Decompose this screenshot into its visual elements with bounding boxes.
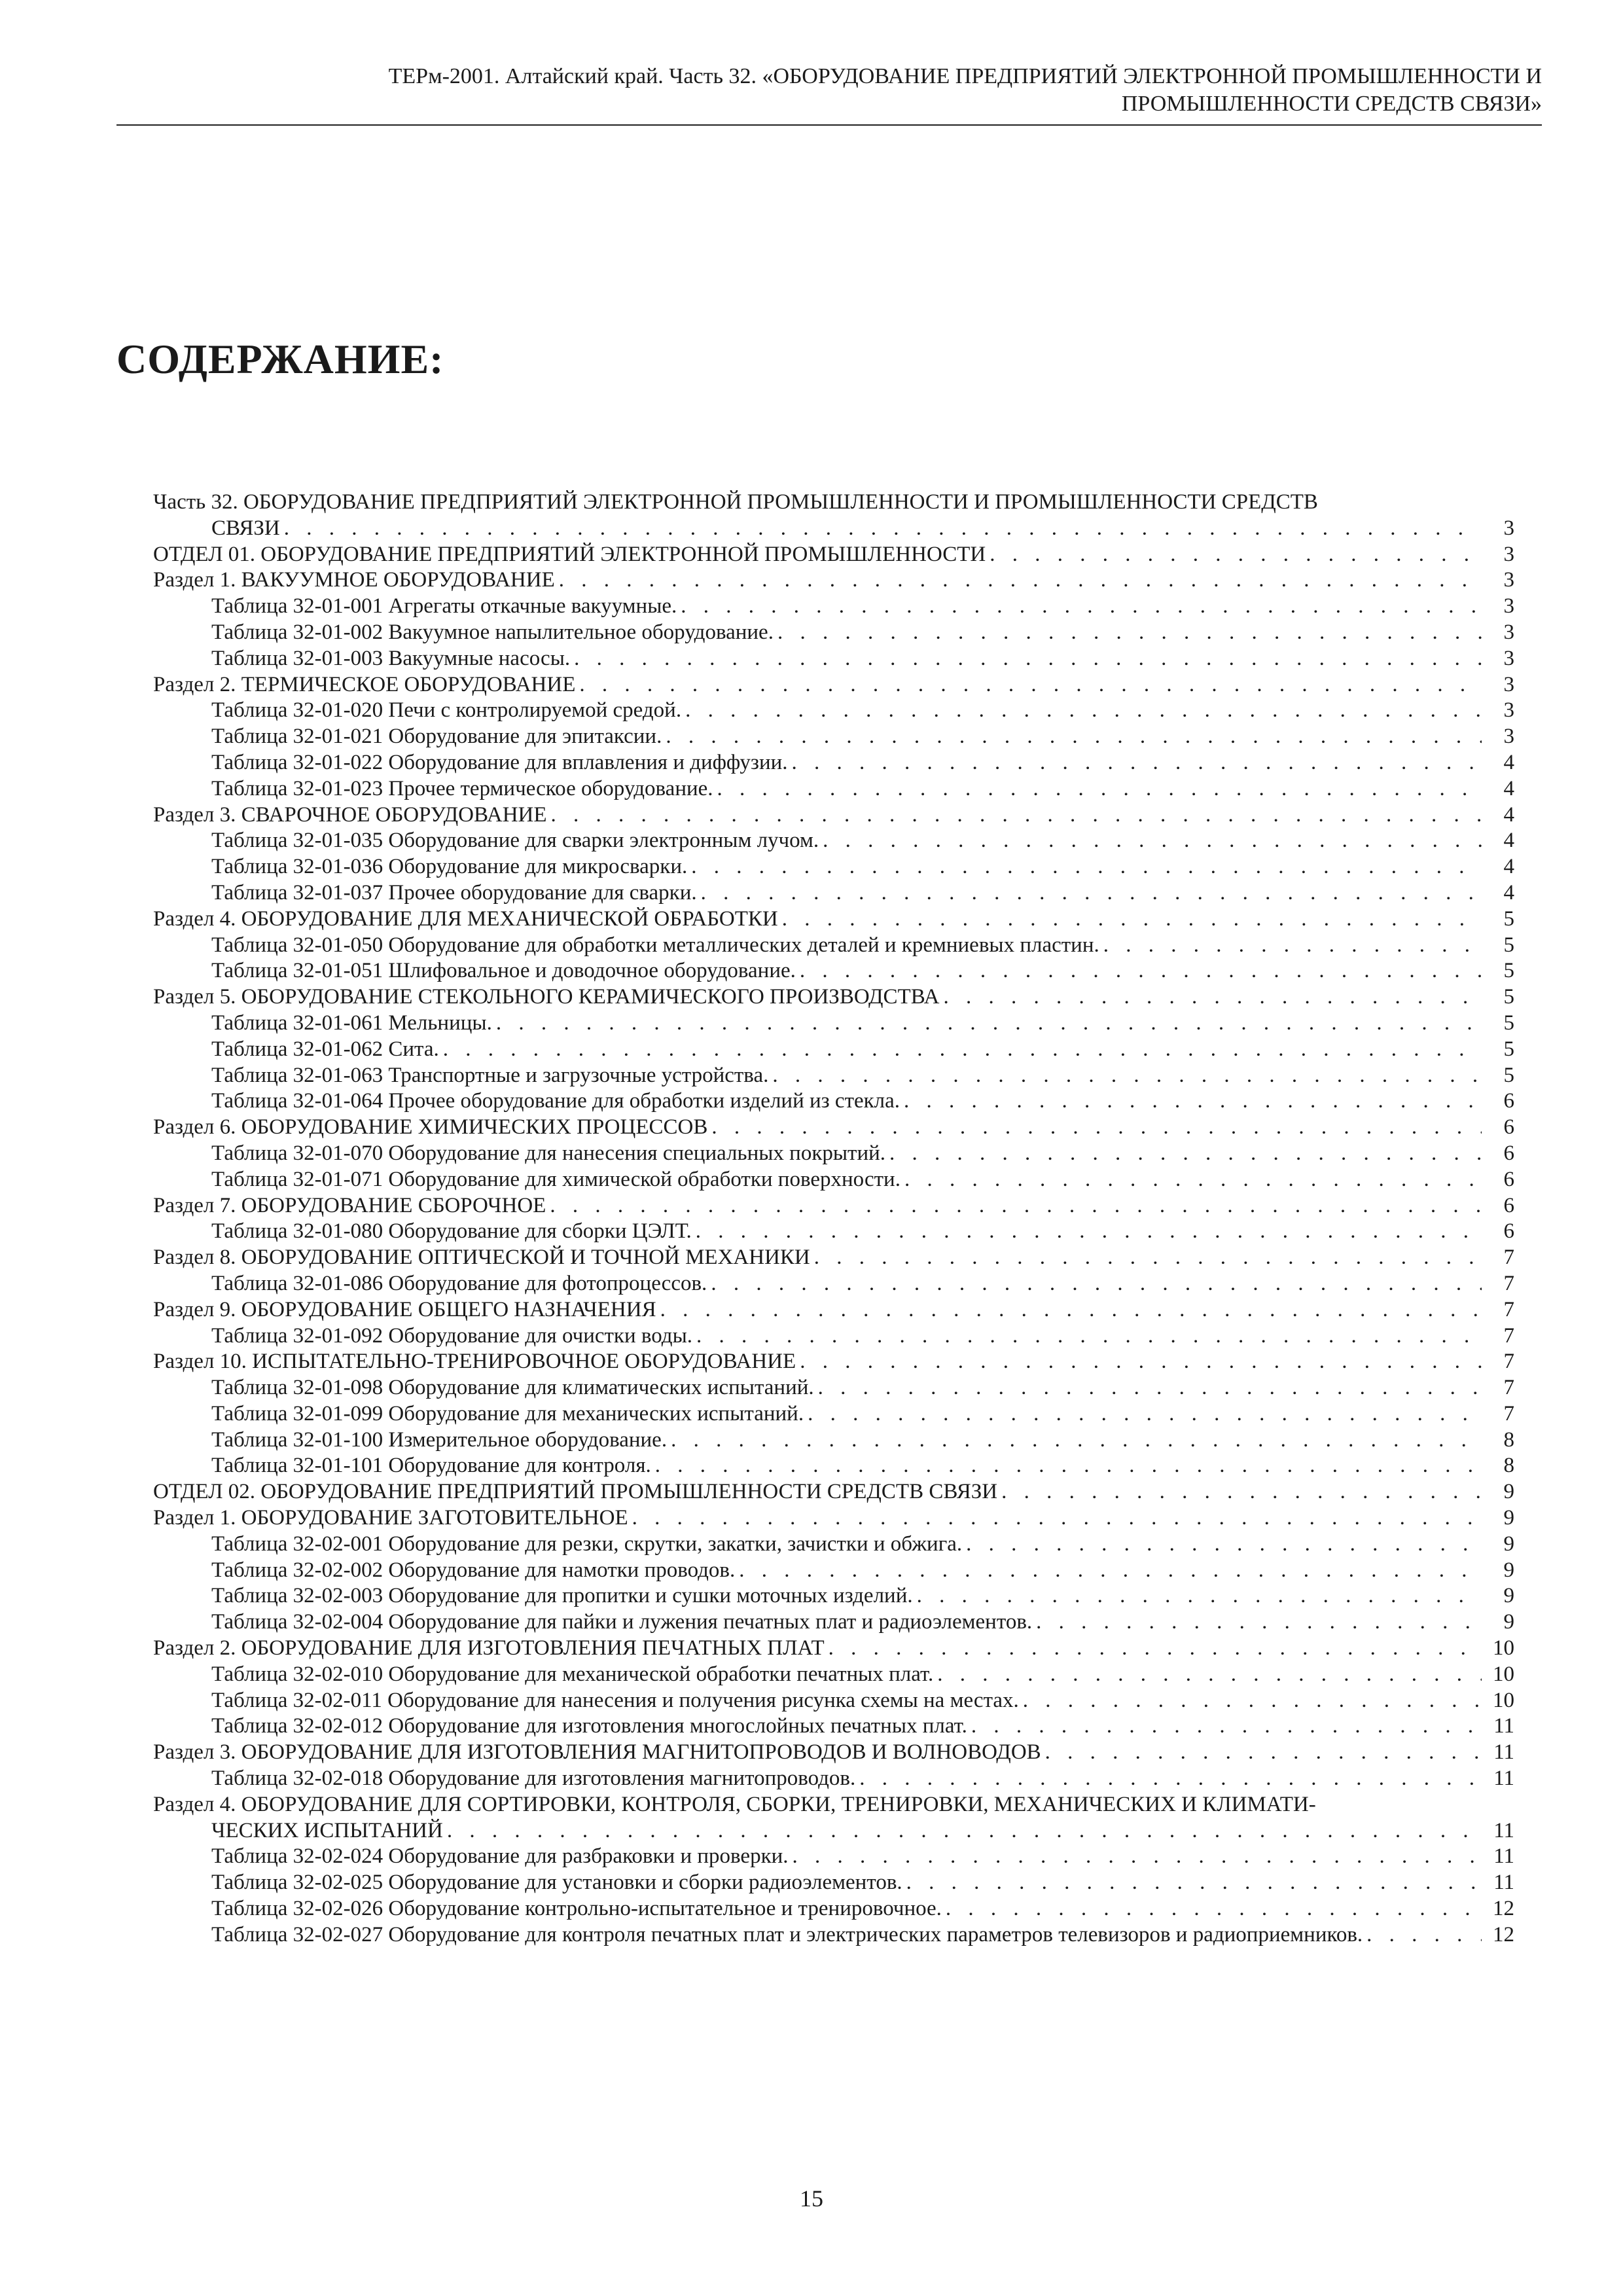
toc-page-number: 11 — [1493, 1818, 1514, 1842]
toc-entry-title: Таблица 32-01-061 Мельницы. — [211, 1011, 492, 1035]
toc-entry[interactable] — [153, 672, 1514, 698]
dot-leader — [962, 1532, 1482, 1558]
toc-entry[interactable] — [153, 1297, 1514, 1323]
toc-entry[interactable] — [153, 1479, 1514, 1505]
toc-entry-title: Таблица 32-01-036 Оборудование для микросварки. — [211, 855, 688, 879]
toc-page-number: 5 — [1503, 1011, 1514, 1035]
dot-leader — [443, 1818, 1482, 1844]
toc-entry-title: Раздел 5. ОБОРУДОВАНИЕ СТЕКОЛЬНОГО КЕРАМИЧЕСКОГО ПРОИЗВОДСТВА — [153, 985, 940, 1009]
toc-entry[interactable] — [153, 1063, 1514, 1089]
toc-entry[interactable] — [153, 1167, 1514, 1193]
toc-entry[interactable] — [153, 594, 1514, 620]
dot-leader — [967, 1713, 1482, 1740]
dot-leader — [789, 1844, 1482, 1870]
toc-entry[interactable] — [153, 567, 1514, 594]
toc-entry[interactable] — [153, 776, 1514, 802]
toc-entry[interactable] — [153, 1922, 1514, 1948]
dot-leader — [933, 1662, 1482, 1688]
toc-entry[interactable] — [153, 880, 1514, 906]
toc-page-number: 7 — [1503, 1297, 1514, 1321]
toc-page-number: 4 — [1503, 880, 1514, 905]
toc-page-number: 11 — [1493, 1740, 1514, 1765]
dot-leader — [774, 620, 1482, 646]
toc-page-number: 6 — [1503, 1193, 1514, 1217]
dot-leader — [942, 1896, 1482, 1922]
toc-entry[interactable] — [153, 542, 1514, 568]
toc-entry-title: Таблица 32-02-025 Оборудование для установки и сборки радиоэлементов. — [211, 1871, 902, 1895]
toc-page-number: 9 — [1503, 1610, 1514, 1634]
toc-entry-title: ОТДЕЛ 01. ОБОРУДОВАНИЕ ПРЕДПРИЯТИЙ ЭЛЕКТРОННОЙ ПРОМЫШЛЕННОСТИ — [153, 542, 986, 566]
toc-page-number: 9 — [1503, 1558, 1514, 1582]
toc-entry[interactable] — [153, 750, 1514, 776]
toc-entry[interactable] — [153, 1636, 1514, 1662]
toc-page-number: 7 — [1503, 1401, 1514, 1426]
toc-page-number: 8 — [1503, 1427, 1514, 1452]
dot-leader — [913, 1583, 1482, 1609]
toc-entry-title: Таблица 32-02-027 Оборудование для контроля печатных плат и электрических параметров телевизоров и радиоприемников. — [211, 1922, 1363, 1946]
toc-entry-title: Таблица 32-01-020 Печи с контролируемой средой. — [211, 698, 682, 723]
dot-leader — [902, 1870, 1482, 1896]
toc-entry[interactable] — [153, 1713, 1514, 1740]
toc-page-number: 9 — [1503, 1532, 1514, 1556]
toc-entry-title: Раздел 3. СВАРОЧНОЕ ОБОРУДОВАНИЕ — [153, 802, 547, 827]
toc-entry[interactable] — [153, 1375, 1514, 1401]
toc-entry[interactable] — [153, 906, 1514, 933]
toc-entry-title: Таблица 32-01-001 Агрегаты откачные вакуумные. — [211, 594, 677, 619]
toc-page-number: 7 — [1503, 1271, 1514, 1295]
dot-leader — [939, 984, 1482, 1011]
toc-page-number: 10 — [1493, 1636, 1514, 1660]
toc-page-number: 7 — [1503, 1350, 1514, 1374]
toc-page-number: 6 — [1503, 1089, 1514, 1113]
dot-leader — [1041, 1740, 1482, 1766]
toc-entry-title: Таблица 32-01-035 Оборудование для сварки электронным лучом. — [211, 829, 819, 853]
toc-entry-title: Таблица 32-02-012 Оборудование для изготовления многослойных печатных плат. — [211, 1714, 967, 1738]
dot-leader — [804, 1401, 1482, 1427]
toc-page-number: 5 — [1503, 1063, 1514, 1087]
toc-page-number: 9 — [1503, 1506, 1514, 1530]
toc-page-number: 8 — [1503, 1454, 1514, 1478]
dot-leader — [667, 1427, 1482, 1454]
toc-page-number: 3 — [1503, 568, 1514, 592]
toc-entry[interactable] — [153, 1323, 1514, 1350]
dot-leader — [651, 1453, 1482, 1479]
dot-leader — [439, 1037, 1482, 1063]
toc-entry-title: Таблица 32-02-002 Оборудование для намотки проводов. — [211, 1558, 736, 1582]
toc-page-number: 3 — [1503, 620, 1514, 644]
dot-leader — [796, 1349, 1482, 1375]
toc-entry-title: Таблица 32-01-003 Вакуумные насосы. — [211, 646, 571, 670]
toc-entry-title: Раздел 10. ИСПЫТАТЕЛЬНО-ТРЕНИРОВОЧНОЕ ОБОРУДОВАНИЕ — [153, 1350, 796, 1374]
toc-page-number: 3 — [1503, 646, 1514, 670]
dot-leader — [819, 828, 1482, 854]
toc-entry[interactable] — [153, 1792, 1514, 1844]
dot-leader — [692, 1323, 1482, 1350]
dot-leader — [1032, 1609, 1482, 1636]
dot-leader — [692, 1219, 1482, 1245]
toc-entry[interactable] — [153, 1583, 1514, 1609]
toc-entry-title: Таблица 32-02-011 Оборудование для нанесения и получения рисунка схемы на местах. — [211, 1688, 1019, 1712]
toc-entry[interactable] — [153, 828, 1514, 854]
dot-leader — [855, 1766, 1482, 1792]
dot-leader — [1019, 1688, 1482, 1714]
toc-entry[interactable] — [153, 698, 1514, 724]
toc-entry-title: Раздел 6. ОБОРУДОВАНИЕ ХИМИЧЕСКИХ ПРОЦЕССОВ — [153, 1115, 708, 1139]
toc-entry[interactable] — [153, 1193, 1514, 1219]
toc-entry-title: Таблица 32-01-037 Прочее оборудование для сварки. — [211, 880, 697, 905]
dot-leader — [885, 1141, 1482, 1167]
toc-entry-title: Таблица 32-02-003 Оборудование для пропитки и сушки моточных изделий. — [211, 1584, 913, 1608]
toc-entry-title: Таблица 32-01-070 Оборудование для нанесения специальных покрытий. — [211, 1141, 886, 1165]
toc-entry-title: Таблица 32-01-021 Оборудование для эпитаксии. — [211, 725, 662, 749]
dot-leader — [628, 1505, 1482, 1532]
toc-page-number: 5 — [1503, 933, 1514, 957]
header-line-2: ПРОМЫШЛЕННОСТИ СРЕДСТВ СВЯЗИ» — [1121, 92, 1542, 116]
toc-page-number: 11 — [1493, 1767, 1514, 1791]
dot-leader — [1099, 933, 1482, 959]
toc-page-number: 3 — [1503, 725, 1514, 749]
toc-page-number: 9 — [1503, 1480, 1514, 1504]
dot-leader — [814, 1375, 1482, 1401]
toc-entry-title: Таблица 32-01-050 Оборудование для обработки металлических деталей и кремниевых пластин. — [211, 933, 1099, 957]
toc-page-number: 3 — [1503, 542, 1514, 566]
toc-entry[interactable] — [153, 620, 1514, 646]
toc-entry-title: Раздел 3. ОБОРУДОВАНИЕ ДЛЯ ИЗГОТОВЛЕНИЯ МАГНИТОПРОВОДОВ И ВОЛНОВОДОВ — [153, 1740, 1041, 1765]
toc-entry[interactable] — [153, 1844, 1514, 1870]
dot-leader — [900, 1088, 1482, 1115]
dot-leader — [707, 1271, 1482, 1297]
toc-entry-title: Таблица 32-02-018 Оборудование для изготовления магнитопроводов. — [211, 1767, 856, 1791]
toc-page-number: 11 — [1493, 1871, 1514, 1895]
toc-entry-title: Раздел 8. ОБОРУДОВАНИЕ ОПТИЧЕСКОЙ И ТОЧНОЙ МЕХАНИКИ — [153, 1246, 810, 1270]
toc-entry[interactable] — [153, 1766, 1514, 1792]
toc-entry-title: ОТДЕЛ 02. ОБОРУДОВАНИЕ ПРЕДПРИЯТИЙ ПРОМЫШЛЕННОСТИ СРЕДСТВ СВЯЗИ — [153, 1480, 998, 1504]
toc-entry[interactable] — [153, 1453, 1514, 1479]
toc-page-number: 11 — [1493, 1714, 1514, 1738]
dot-leader — [492, 1011, 1482, 1037]
toc-entry-title: Таблица 32-01-092 Оборудование для очистки воды. — [211, 1323, 692, 1348]
toc-entry[interactable] — [153, 1245, 1514, 1271]
toc-page-number: 7 — [1503, 1323, 1514, 1348]
toc-entry-title: Таблица 32-02-001 Оборудование для резки, скрутки, закатки, зачистки и обжига. — [211, 1532, 963, 1556]
toc-entry-title: Таблица 32-01-051 Шлифовальное и доводочное оборудование. — [211, 959, 796, 983]
toc-page-number: 6 — [1503, 1115, 1514, 1139]
toc-entry[interactable] — [153, 933, 1514, 959]
dot-leader — [707, 1115, 1482, 1141]
toc-entry[interactable] — [153, 646, 1514, 672]
dot-leader — [825, 1636, 1482, 1662]
dot-leader — [697, 880, 1482, 906]
toc-entry[interactable] — [153, 1870, 1514, 1896]
toc-entry[interactable] — [153, 1115, 1514, 1141]
toc-entry[interactable] — [153, 1532, 1514, 1558]
toc-page-number: 12 — [1493, 1922, 1514, 1946]
toc-page-number: 4 — [1503, 829, 1514, 853]
toc-page-number: 5 — [1503, 906, 1514, 931]
toc-entry[interactable] — [153, 1088, 1514, 1115]
toc-entry-title: Часть 32. ОБОРУДОВАНИЕ ПРЕДПРИЯТИЙ ЭЛЕКТРОННОЙ ПРОМЫШЛЕННОСТИ И ПРОМЫШЛЕННОСТИ СРЕДСТВ — [153, 490, 1318, 514]
toc-entry[interactable] — [153, 1740, 1514, 1766]
toc-entry[interactable] — [153, 1011, 1514, 1037]
toc-page-number: 6 — [1503, 1141, 1514, 1165]
toc-page-number: 5 — [1503, 985, 1514, 1009]
dot-leader — [570, 646, 1482, 672]
toc-entry-title-continuation: ЧЕСКИХ ИСПЫТАНИЙ — [211, 1818, 443, 1842]
toc-page-number: 9 — [1503, 1584, 1514, 1608]
toc-entry[interactable] — [153, 1558, 1514, 1584]
toc-page-number: 3 — [1503, 594, 1514, 619]
toc-entry[interactable] — [153, 1401, 1514, 1427]
toc-page-number: 4 — [1503, 750, 1514, 774]
toc-entry[interactable] — [153, 1349, 1514, 1375]
toc-entry[interactable] — [153, 958, 1514, 984]
table-of-contents — [153, 490, 1514, 1948]
toc-entry[interactable] — [153, 854, 1514, 880]
toc-page-number: 7 — [1503, 1376, 1514, 1400]
toc-page-number: 5 — [1503, 959, 1514, 983]
dot-leader — [778, 906, 1482, 933]
dot-leader — [713, 776, 1482, 802]
toc-entry-title: Таблица 32-01-080 Оборудование для сборки ЦЭЛТ. — [211, 1219, 692, 1244]
dot-leader — [788, 750, 1482, 776]
toc-page-number: 6 — [1503, 1167, 1514, 1191]
toc-entry-title: Раздел 1. ВАКУУМНОЕ ОБОРУДОВАНИЕ — [153, 568, 555, 592]
toc-entry-title: Раздел 2. ТЕРМИЧЕСКОЕ ОБОРУДОВАНИЕ — [153, 672, 576, 696]
toc-page-number: 4 — [1503, 855, 1514, 879]
toc-entry[interactable] — [153, 1037, 1514, 1063]
dot-leader — [677, 594, 1482, 620]
toc-entry-title: Таблица 32-01-101 Оборудование для контроля. — [211, 1454, 651, 1478]
toc-page-number: 7 — [1503, 1246, 1514, 1270]
toc-entry[interactable] — [153, 1662, 1514, 1688]
toc-entry-title: Таблица 32-01-002 Вакуумное напылительное оборудование. — [211, 620, 774, 644]
dot-leader — [681, 698, 1482, 724]
dot-leader — [735, 1558, 1482, 1584]
toc-entry-title: Таблица 32-01-022 Оборудование для вплавления и диффузии. — [211, 750, 788, 774]
header-line-1: ТЕРм-2001. Алтайский край. Часть 32. «ОБОРУДОВАНИЕ ПРЕДПРИЯТИЙ ЭЛЕКТРОННОЙ ПРОМЫШЛЕННОСТИ И — [388, 64, 1542, 88]
toc-entry[interactable] — [153, 1688, 1514, 1714]
toc-entry-title: Таблица 32-01-063 Транспортные и загрузочные устройства. — [211, 1063, 769, 1087]
dot-leader — [768, 1063, 1482, 1089]
toc-entry-title: Таблица 32-01-099 Оборудование для механических испытаний. — [211, 1401, 804, 1426]
dot-leader — [997, 1479, 1482, 1505]
toc-entry[interactable] — [153, 802, 1514, 829]
toc-entry[interactable] — [153, 1896, 1514, 1922]
toc-entry[interactable] — [153, 1271, 1514, 1297]
toc-entry-title: Раздел 4. ОБОРУДОВАНИЕ ДЛЯ СОРТИРОВКИ, КОНТРОЛЯ, СБОРКИ, ТРЕНИРОВКИ, МЕХАНИЧЕСКИХ И КЛИМАТИ- — [153, 1792, 1316, 1816]
toc-entry-title: Таблица 32-01-064 Прочее оборудование для обработки изделий из стекла. — [211, 1089, 901, 1113]
toc-entry[interactable] — [153, 1505, 1514, 1532]
toc-entry-title: Раздел 1. ОБОРУДОВАНИЕ ЗАГОТОВИТЕЛЬНОЕ — [153, 1506, 628, 1530]
dot-leader — [280, 516, 1482, 542]
toc-entry-title: Раздел 4. ОБОРУДОВАНИЕ ДЛЯ МЕХАНИЧЕСКОЙ ОБРАБОТКИ — [153, 906, 778, 931]
toc-page-number: 10 — [1493, 1662, 1514, 1686]
toc-entry-title: Таблица 32-02-010 Оборудование для механической обработки печатных плат. — [211, 1662, 934, 1686]
toc-entry[interactable] — [153, 490, 1514, 542]
toc-entry[interactable] — [153, 1609, 1514, 1636]
toc-entry-title: Таблица 32-02-026 Оборудование контрольно-испытательное и тренировочное. — [211, 1897, 942, 1921]
toc-page-number: 4 — [1503, 802, 1514, 827]
toc-entry-title: Таблица 32-02-024 Оборудование для разбраковки и проверки. — [211, 1844, 789, 1869]
dot-leader — [810, 1245, 1482, 1271]
page-title: СОДЕРЖАНИЕ: — [116, 336, 444, 382]
running-header — [116, 63, 1542, 126]
dot-leader — [546, 1193, 1482, 1219]
dot-leader — [555, 567, 1482, 594]
toc-page-number: 3 — [1503, 672, 1514, 696]
dot-leader — [901, 1167, 1482, 1193]
toc-entry-title: Таблица 32-01-098 Оборудование для климатических испытаний. — [211, 1376, 814, 1400]
toc-entry-title: Таблица 32-01-071 Оборудование для химической обработки поверхности. — [211, 1167, 901, 1191]
toc-entry-title: Таблица 32-01-023 Прочее термическое оборудование. — [211, 776, 713, 800]
toc-entry-title: Таблица 32-01-100 Измерительное оборудование. — [211, 1427, 668, 1452]
toc-entry-title: Раздел 9. ОБОРУДОВАНИЕ ОБЩЕГО НАЗНАЧЕНИЯ — [153, 1297, 656, 1321]
toc-entry[interactable] — [153, 984, 1514, 1011]
toc-entry-title: Раздел 7. ОБОРУДОВАНИЕ СБОРОЧНОЕ — [153, 1193, 546, 1217]
toc-entry-title: Таблица 32-01-086 Оборудование для фотопроцессов. — [211, 1271, 707, 1295]
toc-page-number: 3 — [1503, 698, 1514, 723]
dot-leader — [687, 854, 1482, 880]
toc-entry-title-continuation: СВЯЗИ — [211, 516, 280, 540]
page-number: 15 — [800, 2185, 823, 2212]
dot-leader — [662, 724, 1482, 750]
toc-page-number: 12 — [1493, 1897, 1514, 1921]
toc-page-number: 5 — [1503, 1037, 1514, 1061]
toc-entry[interactable] — [153, 1219, 1514, 1245]
toc-entry-title: Раздел 2. ОБОРУДОВАНИЕ ДЛЯ ИЗГОТОВЛЕНИЯ ПЕЧАТНЫХ ПЛАТ — [153, 1636, 825, 1660]
toc-page-number: 4 — [1503, 776, 1514, 800]
dot-leader — [986, 542, 1482, 568]
toc-page-number: 6 — [1503, 1219, 1514, 1244]
dot-leader — [796, 958, 1482, 984]
dot-leader — [656, 1297, 1482, 1323]
toc-entry[interactable] — [153, 724, 1514, 750]
toc-page-number: 10 — [1493, 1688, 1514, 1712]
dot-leader — [547, 802, 1482, 829]
toc-entry[interactable] — [153, 1427, 1514, 1454]
toc-entry-title: Таблица 32-02-004 Оборудование для пайки и лужения печатных плат и радиоэлементов. — [211, 1610, 1033, 1634]
toc-page-number: 11 — [1493, 1844, 1514, 1869]
dot-leader — [575, 672, 1482, 698]
toc-entry-title: Таблица 32-01-062 Сита. — [211, 1037, 439, 1061]
dot-leader — [1363, 1922, 1482, 1948]
toc-page-number: 3 — [1503, 516, 1514, 540]
toc-entry[interactable] — [153, 1141, 1514, 1167]
